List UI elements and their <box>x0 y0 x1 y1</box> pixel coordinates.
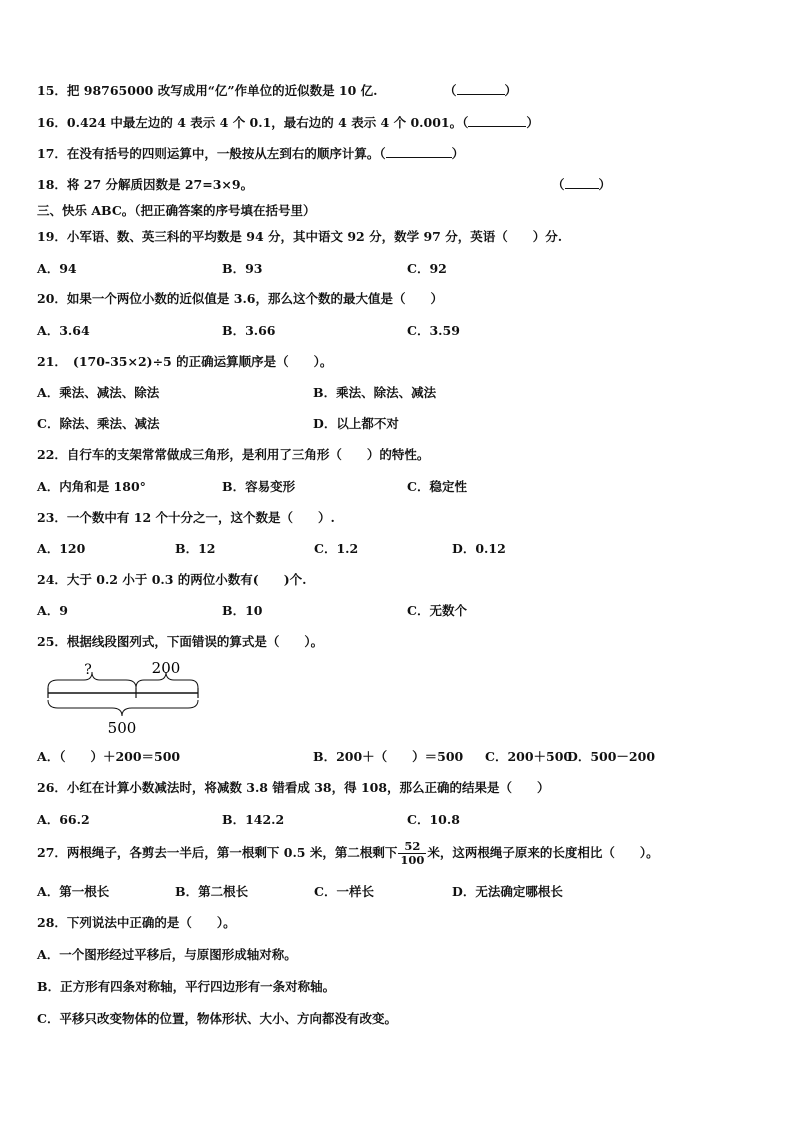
question-16: 16．0.424 中最左边的 4 表示 4 个 0.1，最右边的 4 表示 4 个 0.001。（ ） <box>37 115 539 130</box>
question-number: 21． <box>37 354 67 369</box>
answer-blank[interactable] <box>468 115 526 127</box>
unknown-brace <box>48 672 136 688</box>
option-a[interactable]: A．3.64 <box>37 323 90 338</box>
option-b[interactable]: B．乘法、除法、减法 <box>313 385 437 400</box>
option-c[interactable]: C．10.8 <box>407 812 460 827</box>
question-number: 27． <box>37 845 67 860</box>
question-number: 18． <box>37 177 67 192</box>
option-c[interactable]: C．稳定性 <box>407 479 467 494</box>
question-24 <box>37 572 307 588</box>
option-c[interactable]: C．一样长 <box>314 884 374 899</box>
option-a[interactable]: A．乘法、减法、除法 <box>37 385 160 400</box>
question-23 <box>37 510 335 526</box>
option-a[interactable]: A．66.2 <box>37 812 90 827</box>
question-number: 22． <box>37 447 67 462</box>
answer-paren-15: （ ） <box>444 83 518 98</box>
fraction-denominator: 100 <box>400 853 425 867</box>
question-number: 20． <box>37 291 67 306</box>
question-text: 在没有括号的四则运算中，一般按从左到右的顺序计算。（ <box>66 146 386 161</box>
option-a[interactable]: A．一个图形经过平移后，与原图形成轴对称。 <box>37 947 297 962</box>
section-title: 三、快乐 ABC。（把正确答案的序号填在括号里） <box>37 203 316 218</box>
option-d[interactable]: D．500－200 <box>567 749 656 764</box>
part-label: 200 <box>151 660 181 677</box>
option-b[interactable]: B．93 <box>222 261 263 276</box>
question-number: 26． <box>37 780 67 795</box>
answer-blank[interactable] <box>565 177 599 189</box>
question-number: 19． <box>37 229 67 244</box>
question-text: 如果一个两位小数的近似值是 3.6，那么这个数的最大值是（ ） <box>66 291 444 306</box>
question-text: 自行车的支架常常做成三角形，是利用了三角形（ ）的特性。 <box>66 447 430 462</box>
answer-paren-18: （ ） <box>552 177 612 192</box>
option-a[interactable]: A．9 <box>37 603 68 618</box>
question-21 <box>37 354 332 370</box>
question-18 <box>37 177 253 193</box>
option-a[interactable]: A．120 <box>37 541 86 556</box>
question-text: 大于 0.2 小于 0.3 的两位小数有( )个. <box>66 572 307 587</box>
option-c[interactable]: C．无数个 <box>407 603 467 618</box>
option-a[interactable]: A．（ ）＋200＝500 <box>37 749 181 764</box>
question-text: 将 27 分解质因数是 27=3×9。 <box>66 177 254 192</box>
option-d[interactable]: D．以上都不对 <box>313 416 399 431</box>
option-c[interactable]: C．1.2 <box>314 541 359 556</box>
question-25 <box>37 634 323 650</box>
question-text: 0.424 中最左边的 4 表示 4 个 0.1，最右边的 4 表示 4 个 0.001。（ <box>66 115 469 130</box>
total-brace <box>48 700 198 716</box>
option-b[interactable]: B．10 <box>222 603 263 618</box>
question-text: (170-35×2)÷5 的正确运算顺序是（ ）。 <box>72 354 333 369</box>
question-number: 25． <box>37 634 67 649</box>
question-number: 24． <box>37 572 67 587</box>
option-c[interactable]: C．92 <box>407 261 447 276</box>
question-28 <box>37 915 236 931</box>
option-c[interactable]: C．3.59 <box>407 323 460 338</box>
total-label: 500 <box>107 719 137 737</box>
question-text: 小红在计算小数减法时，将减数 3.8 错看成 38，得 108，那么正确的结果是（ ） <box>66 780 550 795</box>
option-b[interactable]: B．200＋（ ）＝500 <box>313 749 464 764</box>
fraction <box>398 840 426 867</box>
option-b[interactable]: B．12 <box>175 541 216 556</box>
question-text: 两根绳子，各剪去一半后，第一根剩下 0.5 米，第二根剩下 <box>66 845 398 860</box>
option-c[interactable]: C．200＋500 <box>485 749 573 764</box>
question-26 <box>37 780 550 796</box>
unknown-label: ? <box>84 662 92 678</box>
question-17: 17．在没有括号的四则运算中，一般按从左到右的顺序计算。（ ） <box>37 146 465 161</box>
question-text: 根据线段图列式，下面错误的算式是（ ）。 <box>66 634 324 649</box>
option-a[interactable]: A．94 <box>37 261 77 276</box>
question-text: 下列说法中正确的是（ ）。 <box>66 915 236 930</box>
option-d[interactable]: D．0.12 <box>452 541 506 556</box>
question-number: 16． <box>37 115 67 130</box>
answer-blank[interactable] <box>386 146 452 158</box>
question-19 <box>37 229 562 245</box>
question-text: 一个数中有 12 个十分之一，这个数是（ ）. <box>66 510 335 525</box>
option-b[interactable]: B．正方形有四条对称轴，平行四边形有一条对称轴。 <box>37 979 336 994</box>
question-number: 28． <box>37 915 67 930</box>
option-d[interactable]: D．无法确定哪根长 <box>452 884 563 899</box>
option-b[interactable]: B．3.66 <box>222 323 276 338</box>
answer-blank[interactable] <box>457 83 505 95</box>
option-c[interactable]: C．除法、乘法、减法 <box>37 416 160 431</box>
question-number: 15． <box>37 83 67 98</box>
option-c[interactable]: C．平移只改变物体的位置，物体形状、大小、方向都没有改变。 <box>37 1011 397 1026</box>
question-text: 把 98765000 改写成用“亿”作单位的近似数是 10 亿. <box>66 83 378 98</box>
question-text-cont: 米，这两根绳子原来的长度相比（ ）。 <box>427 845 659 860</box>
line-segment-diagram <box>44 660 214 740</box>
option-a[interactable]: A．第一根长 <box>37 884 110 899</box>
option-a[interactable]: A．内角和是 180° <box>37 479 146 494</box>
question-20 <box>37 291 443 307</box>
question-number: 17． <box>37 146 67 161</box>
question-22 <box>37 447 429 463</box>
option-b[interactable]: B．142.2 <box>222 812 285 827</box>
question-text: 小军语、数、英三科的平均数是 94 分，其中语文 92 分，数学 97 分，英语（ ）分. <box>66 229 563 244</box>
option-b[interactable]: B．容易变形 <box>222 479 296 494</box>
question-15 <box>37 83 378 99</box>
question-27 <box>37 838 659 868</box>
option-b[interactable]: B．第二根长 <box>175 884 249 899</box>
fraction-numerator: 52 <box>398 840 426 854</box>
question-number: 23． <box>37 510 67 525</box>
